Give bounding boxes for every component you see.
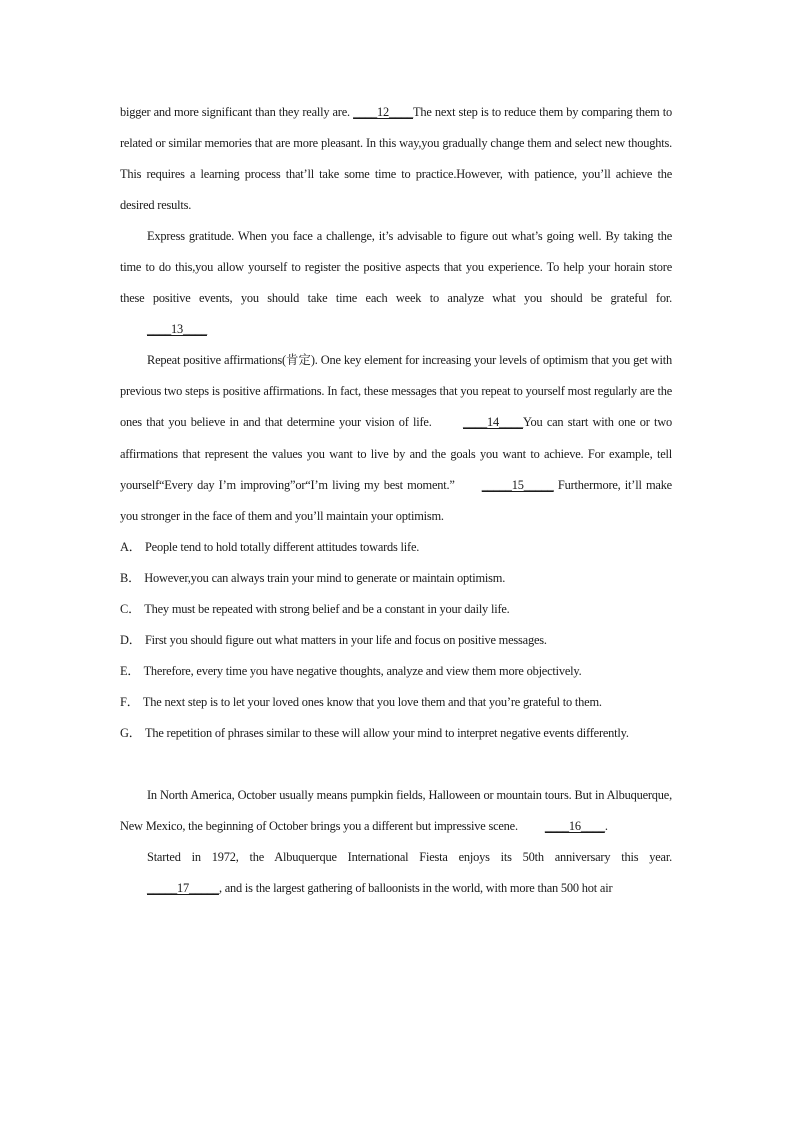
option-text: The repetition of phrases similar to these will allow your mind to interpret negative events differently. [144,725,629,740]
document-body [120,97,672,904]
blank-15: _____15_____ [481,477,554,492]
blank-14: ____14____ [463,415,523,430]
option-letter: A． [120,539,141,554]
paragraph-text: . [604,819,608,834]
paragraph-text: , and is the largest gathering of balloonists in the world, with more than 500 hot air [218,881,613,896]
paragraph-text: In North America, October usually means pumpkin fields, Halloween or mountain tours. But in Albuquerque, New Mexico, the beginning of October brings you a different but impressive scene. [120,787,672,834]
blank-13: ____13____ [147,322,207,337]
option-letter: C． [120,601,141,616]
option-a [120,532,672,563]
option-text: However,you can always train your mind to generate or maintain optimism. [144,570,506,585]
option-b [120,563,672,594]
option-letter: D． [120,632,141,647]
passage2-paragraph-2 [120,842,672,904]
passage1-paragraph-1 [120,97,672,221]
option-text: Therefore, every time you have negative thoughts, analyze and view them more objectively. [143,663,582,678]
passage1-paragraph-2 [120,221,672,345]
paragraph-text: bigger and more significant than they really are. [120,105,354,119]
option-text: They must be repeated with strong belief and be a constant in your daily life. [144,601,510,616]
option-letter: E． [120,663,140,678]
paragraph-text: Furthermore, it’ll make you stronger in the face of them and you’ll maintain your optimism. [120,477,672,523]
passage2-paragraph-1 [120,780,672,842]
paragraph-text: Started in 1972, the Albuquerque International Fiesta enjoys its 50th anniversary this year. [147,850,672,865]
option-d [120,625,672,656]
option-letter: B． [120,570,141,585]
section-gap [120,749,672,780]
blank-16: ____16____ [544,819,605,834]
option-f [120,687,672,718]
option-letter: F． [120,694,139,709]
passage1-paragraph-3 [120,345,672,531]
option-text: The next step is to let your loved ones know that you love them and that you’re grateful to them. [142,694,602,709]
paragraph-text: You can start with one or two affirmations that represent the values you want to live by and the goals you want to achieve. For example, tell yourself“Every day I’m improving”or“I’m living my best moment.” [120,415,672,492]
paragraph-text: The next step is to reduce them by comparing them to related or similar memories that are more pleasant. In this way,you gradually change them and select new thoughts. This requires a learning process that’ll take some time to practice.However, with patience, you’ll achieve the desired results. [120,105,672,213]
option-e [120,656,672,687]
blank-12: ____12____ [353,105,414,119]
options-list [120,532,672,749]
option-g [120,718,672,749]
option-text: People tend to hold totally different attitudes towards life. [144,539,420,554]
paragraph-text: Repeat positive affirmations(肯定). One key element for increasing your levels of optimism that you get with previous two steps is positive affirmations. In fact, these messages that you repeat to yourself most regularly are the ones that you believe in and that determine your vision of life. [120,353,672,430]
option-letter: G． [120,725,141,740]
option-c [120,594,672,625]
option-text: First you should figure out what matters in your life and focus on positive messages. [144,632,547,647]
blank-17: _____17_____ [147,881,219,896]
paragraph-text: Express gratitude. When you face a challenge, it’s advisable to figure out what’s going well. By taking the time to do this,you allow yourself to register the positive aspects that you experience. To help your horain store these positive events, you should take time each week to analyze what you should be grateful for. [120,229,672,306]
